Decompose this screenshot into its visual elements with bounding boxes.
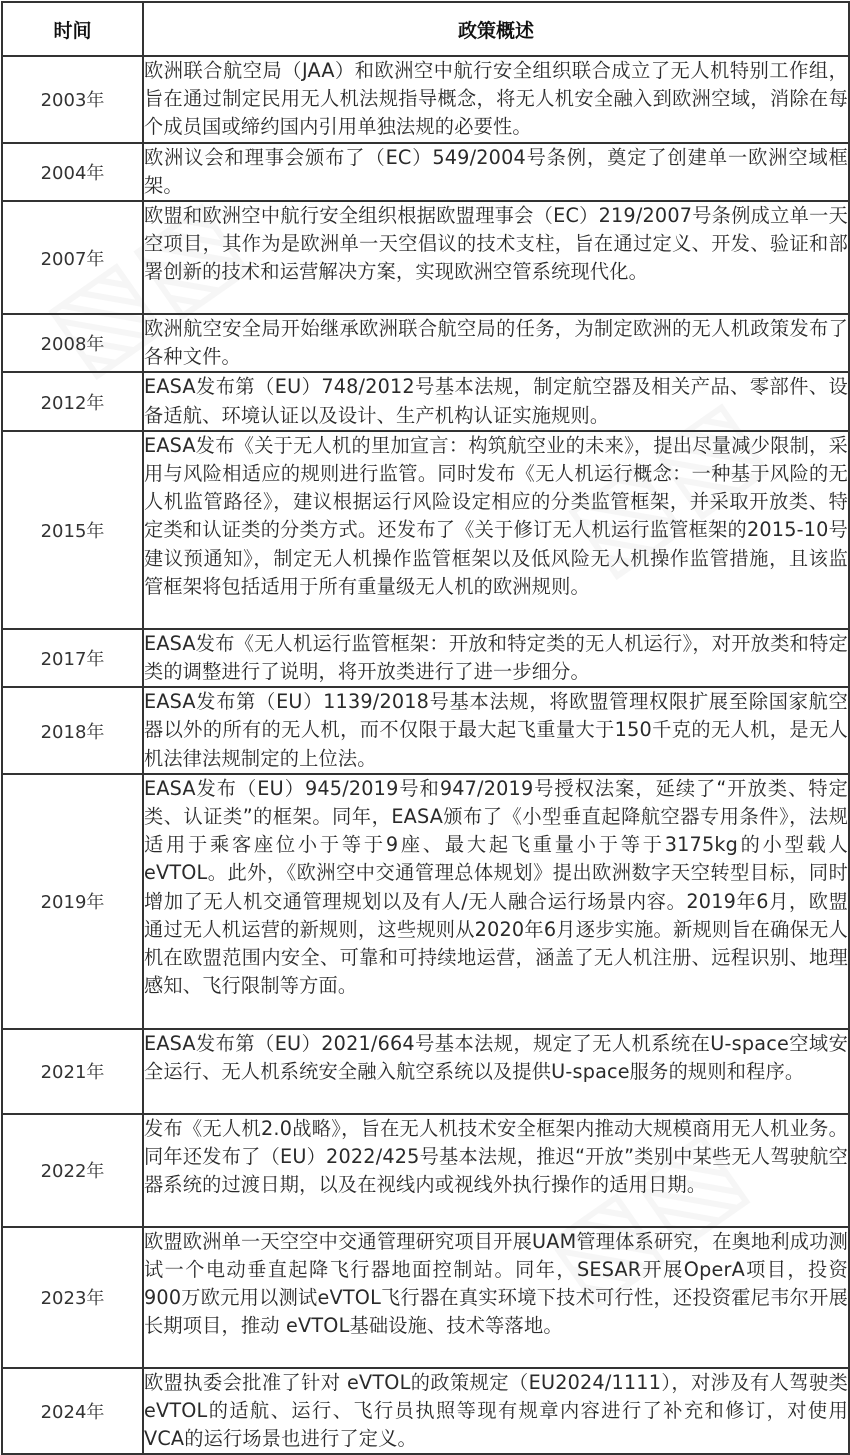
table-row: [2, 372, 849, 430]
year-cell: 2007年: [2, 201, 143, 314]
year-cell: 2021年: [2, 1029, 143, 1114]
year-cell: 2022年: [2, 1114, 143, 1227]
table-row: [2, 687, 849, 774]
year-cell: 2017年: [2, 629, 143, 687]
table-row: [2, 143, 849, 201]
year-cell: 2024年: [2, 1368, 143, 1455]
year-cell: 2004年: [2, 143, 143, 201]
year-cell: 2003年: [2, 56, 143, 143]
summary-cell: EASA发布第（EU）1139/2018号基本法规，将欧盟管理权限扩展至除国家航空器以外的所有的无人机，而不仅限于最大起飞重量大于150千克的无人机，是无人机法律法规制定的上位法。: [143, 687, 849, 774]
header-summary: 政策概述: [143, 2, 849, 56]
table-header-row: [2, 2, 849, 56]
summary-cell: 欧洲议会和理事会颁布了（EC）549/2004号条例，奠定了创建单一欧洲空域框架。: [143, 143, 849, 201]
table-row: [2, 629, 849, 687]
year-cell: 2019年: [2, 774, 143, 1029]
table-row: [2, 774, 849, 1029]
table-row: [2, 431, 849, 629]
table-row: [2, 314, 849, 372]
table-row: [2, 1114, 849, 1227]
year-cell: 2008年: [2, 314, 143, 372]
table-row: [2, 1029, 849, 1114]
summary-cell: 欧盟欧洲单一天空空中交通管理研究项目开展UAM管理体系研究，在奥地利成功测试一个电动垂直起降飞行器地面控制站。同年，SESAR开展OperA项目，投资900万欧元用以测试eVTOL飞行器在真实环境下技术可行性，还投资霍尼韦尔开展长期项目，推动 eVTOL基础设施、技术等落地。: [143, 1227, 849, 1368]
summary-cell: 发布《无人机2.0战略》，旨在无人机技术安全框架内推动大规模商用无人机业务。同年还发布了（EU）2022/425号基本法规，推迟“开放”类别中某些无人驾驶航空器系统的过渡日期，以及在视线内或视线外执行操作的适用日期。: [143, 1114, 849, 1227]
table-row: [2, 1368, 849, 1455]
summary-cell: 欧洲联合航空局（JAA）和欧洲空中航行安全组织联合成立了无人机特别工作组，旨在通过制定民用无人机法规指导概念，将无人机安全融入到欧洲空域，消除在每个成员国或缔约国内引用单独法规的必要性。: [143, 56, 849, 143]
header-time: 时间: [2, 2, 143, 56]
summary-cell: EASA发布（EU）945/2019号和947/2019号授权法案，延续了“开放类、特定类、认证类”的框架。同年，EASA颁布了《小型垂直起降航空器专用条件》，法规适用于乘客座位小于等于9座、最大起飞重量小于等于3175kg的小型载人eVTOL。此外，《欧洲空中交通管理总体规划》提出欧洲数字天空转型目标，同时增加了无人机交通管理规划以及有人/无人融合运行场景内容。2019年6月，欧盟通过无人机运营的新规则，这些规则从2020年6月逐步实施。新规则旨在确保无人机在欧盟范围内安全、可靠和可持续地运营，涵盖了无人机注册、远程识别、地理感知、飞行限制等方面。: [143, 774, 849, 1029]
year-cell: 2015年: [2, 431, 143, 629]
summary-cell: EASA发布第（EU）2021/664号基本法规，规定了无人机系统在U-space空域安全运行、无人机系统安全融入航空系统以及提供U-space服务的规则和程序。: [143, 1029, 849, 1114]
table-row: [2, 1227, 849, 1368]
summary-cell: EASA发布《关于无人机的里加宣言：构筑航空业的未来》，提出尽量减少限制，采用与风险相适应的规则进行监管。同时发布《无人机运行概念：一种基于风险的无人机监管路径》，建议根据运行风险设定相应的分类监管框架，并采取开放类、特定类和认证类的分类方式。还发布了《关于修订无人机运行监管框架的2015-10号建议预通知》，制定无人机操作监管框架以及低风险无人机操作监管措施，且该监管框架将包括适用于所有重量级无人机的欧洲规则。: [143, 431, 849, 629]
summary-cell: 欧盟和欧洲空中航行安全组织根据欧盟理事会（EC）219/2007号条例成立单一天空项目，其作为是欧洲单一天空倡议的技术支柱，旨在通过定义、开发、验证和部署创新的技术和运营解决方案，实现欧洲空管系统现代化。: [143, 201, 849, 314]
summary-cell: EASA发布第（EU）748/2012号基本法规，制定航空器及相关产品、零部件、设备适航、环境认证以及设计、生产机构认证实施规则。: [143, 372, 849, 430]
policy-timeline-table: [1, 1, 850, 1455]
table-row: [2, 56, 849, 143]
year-cell: 2012年: [2, 372, 143, 430]
summary-cell: EASA发布《无人机运行监管框架：开放和特定类的无人机运行》，对开放类和特定类的调整进行了说明，将开放类进行了进一步细分。: [143, 629, 849, 687]
year-cell: 2018年: [2, 687, 143, 774]
year-cell: 2023年: [2, 1227, 143, 1368]
table-row: [2, 201, 849, 314]
summary-cell: 欧洲航空安全局开始继承欧洲联合航空局的任务，为制定欧洲的无人机政策发布了各种文件。: [143, 314, 849, 372]
summary-cell: 欧盟执委会批准了针对 eVTOL的政策规定（EU2024/1111），对涉及有人驾驶类eVTOL的适航、运行、飞行员执照等现有规章内容进行了补充和修订，对使用VCA的运行场景也进行了定义。: [143, 1368, 849, 1455]
